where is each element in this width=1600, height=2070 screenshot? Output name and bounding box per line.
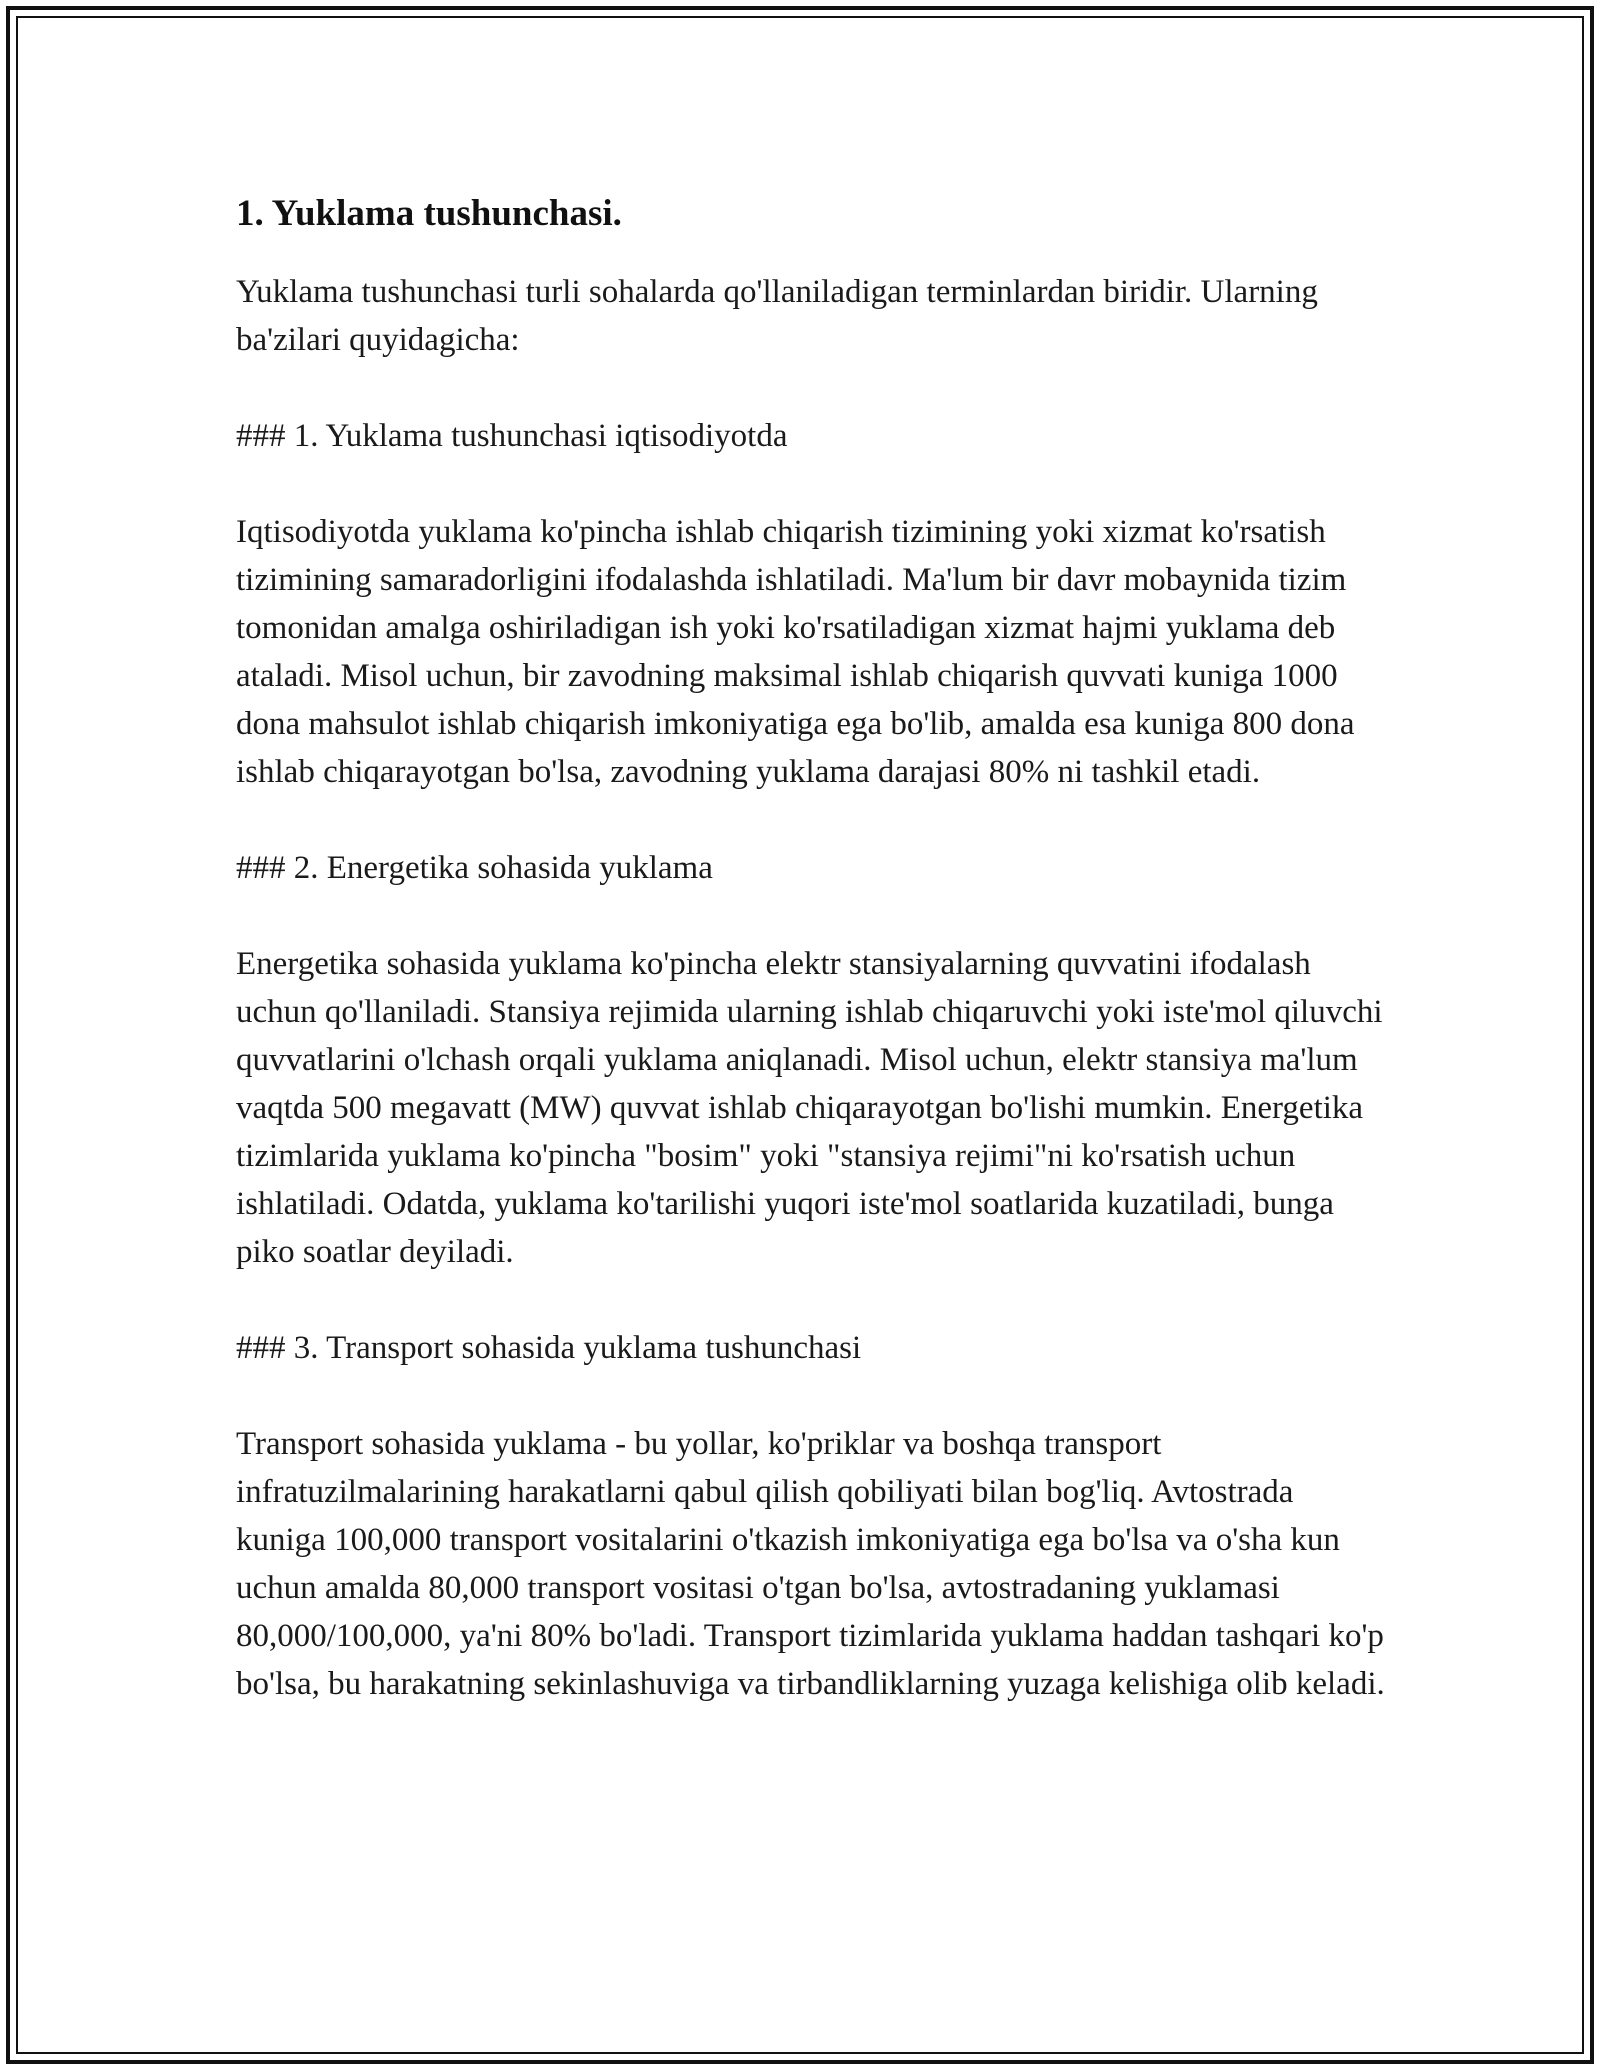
section-body-transport: Transport sohasida yuklama - bu yollar, ko'priklar va boshqa transport infratuzilmalarining harakatlarni qabul qilish qobiliyati bilan bog'liq. Avtostrada kuniga 100,000 transport vositalarini o'tkazish imkoniyatiga ega bo'lsa va o'sha kun uchun amalda 80,000 transport vositasi o'tgan bo'lsa, avtostradaning yuklamasi 80,000/100,000, ya'ni 80% bo'ladi. Transport tizimlarida yuklama haddan tashqari ko'p bo'lsa, bu harakatning sekinlashuviga va tirbandliklarning yuzaga kelishiga olib keladi.: [236, 1426, 1385, 1702]
section-body-economics: Iqtisodiyotda yuklama ko'pincha ishlab chiqarish tizimining yoki xizmat ko'rsatish tizimining samaradorligini ifodalashda ishlatiladi. Ma'lum bir davr mobaynida tizim tomonidan amalga oshiriladigan ish yoki ko'rsatiladigan xizmat hajmi yuklama deb ataladi. Misol uchun, bir zavodning maksimal ishlab chiqarish quvvati kuniga 1000 dona mahsulot ishlab chiqarish imkoniyatiga ega bo'lib, amalda esa kuniga 800 dona ishlab chiqarayotgan bo'lsa, zavodning yuklama darajasi 80% ni tashkil etadi.: [236, 514, 1355, 790]
document-title: 1. Yuklama tushunchasi.: [236, 193, 622, 234]
section-body-energy: Energetika sohasida yuklama ko'pincha elektr stansiyalarning quvvatini ifodalash uchun qo'llaniladi. Stansiya rejimida ularning ishlab chiqaruvchi yoki iste'mol qiluvchi quvvatlarini o'lchash orqali yuklama aniqlanadi. Misol uchun, elektr stansiya ma'lum vaqtda 500 megavatt (MW) quvvat ishlab chiqarayotgan bo'lishi mumkin. Energetika tizimlarida yuklama ko'pincha "bosim" yoki "stansiya rejimi"ni ko'rsatish uchun ishlatiladi. Odatda, yuklama ko'tarilishi yuqori iste'mol soatlarida kuzatiladi, bunga piko soatlar deyiladi.: [236, 946, 1383, 1270]
intro-paragraph: Yuklama tushunchasi turli sohalarda qo'llaniladigan terminlardan biridir. Ularning ba'zilari quyidagicha:: [236, 274, 1318, 358]
section-heading-transport: ### 3. Transport sohasida yuklama tushunchasi: [236, 1330, 862, 1366]
section-heading-energy: ### 2. Energetika sohasida yuklama: [236, 850, 713, 886]
section-heading-economics: ### 1. Yuklama tushunchasi iqtisodiyotda: [236, 418, 788, 454]
document-body: [236, 188, 1386, 1708]
